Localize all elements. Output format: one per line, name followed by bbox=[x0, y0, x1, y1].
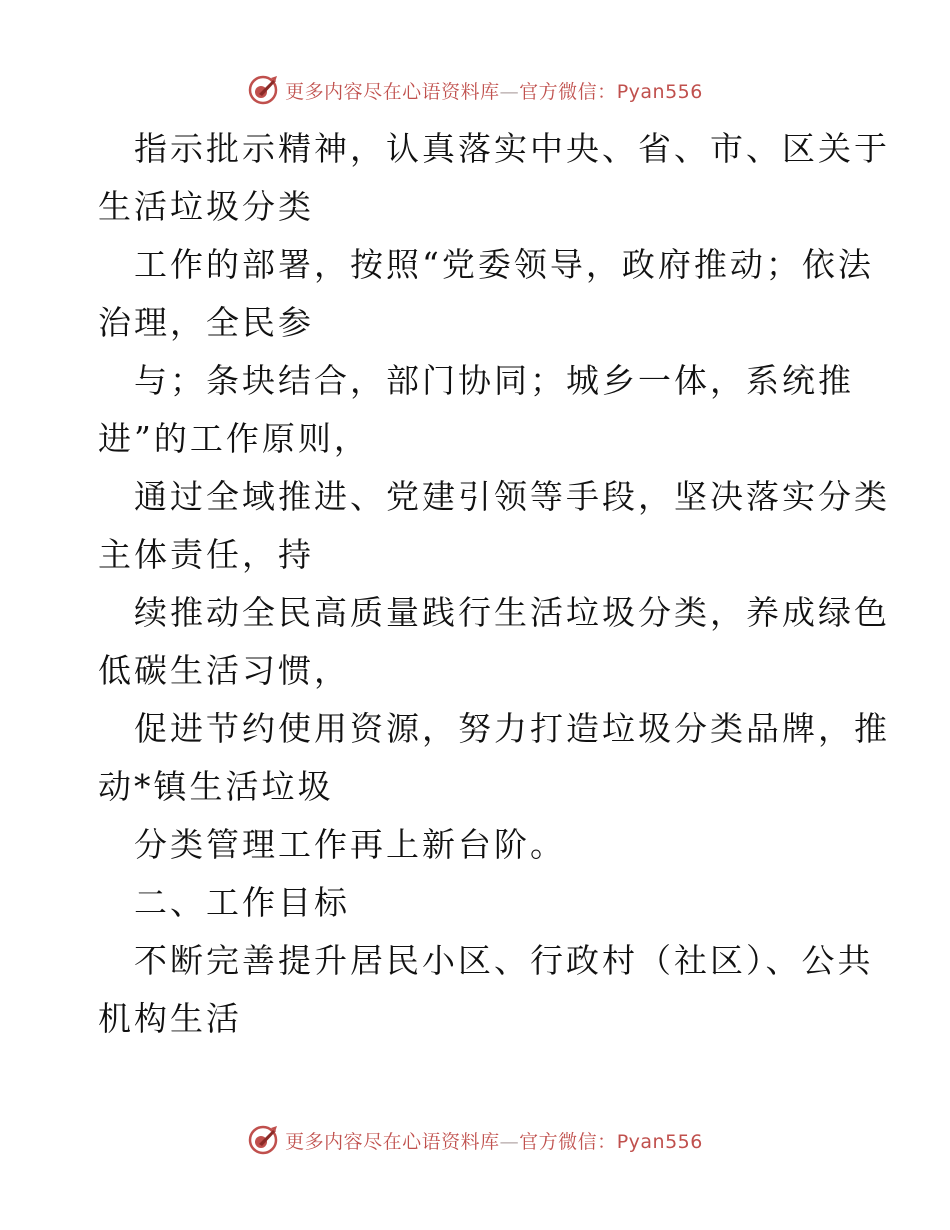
body-text-line: 主体责任，持 bbox=[98, 535, 314, 574]
header-banner-text bbox=[285, 77, 703, 104]
body-text-line: 指示批示精神，认真落实中央、省、市、区关于 bbox=[134, 129, 890, 168]
footer-separator: — bbox=[499, 1130, 520, 1153]
body-text-line: 通过全域推进、党建引领等手段，坚决落实分类 bbox=[134, 477, 890, 516]
body-text-line: 机构生活 bbox=[98, 999, 242, 1038]
body-text-line: 二、工作目标 bbox=[134, 883, 350, 922]
body-text-line: 治理，全民参 bbox=[98, 303, 314, 342]
header-contact-id: Pyan556 bbox=[616, 80, 703, 103]
body-text-line: 分类管理工作再上新台阶。 bbox=[134, 825, 566, 864]
body-text-line: 不断完善提升居民小区、行政村（社区）、公共 bbox=[134, 941, 874, 980]
footer-site-text: 更多内容尽在心语资料库 bbox=[285, 1130, 500, 1153]
body-text-line: 低碳生活习惯， bbox=[98, 651, 350, 690]
body-text-line: 生活垃圾分类 bbox=[98, 187, 314, 226]
footer-banner bbox=[0, 1122, 950, 1158]
footer-contact-id: Pyan556 bbox=[616, 1130, 703, 1153]
header-site-text: 更多内容尽在心语资料库 bbox=[285, 80, 500, 103]
body-text-line: 动*镇生活垃圾 bbox=[98, 767, 334, 806]
quill-pen-logo-icon bbox=[247, 74, 279, 106]
body-text-line: 工作的部署，按照“党委领导，政府推动；依法 bbox=[134, 245, 874, 284]
footer-contact-label: 官方微信： bbox=[519, 1130, 617, 1153]
header-banner bbox=[0, 72, 950, 108]
body-text-line: 进”的工作原则， bbox=[98, 419, 370, 458]
quill-pen-logo-icon bbox=[247, 1124, 279, 1156]
body-text-line: 促进节约使用资源，努力打造垃圾分类品牌，推 bbox=[134, 709, 890, 748]
header-contact-label: 官方微信： bbox=[519, 80, 617, 103]
footer-banner-text bbox=[285, 1127, 703, 1154]
body-text-line: 续推动全民高质量践行生活垃圾分类，养成绿色 bbox=[134, 593, 890, 632]
header-separator: — bbox=[499, 80, 520, 103]
document-body bbox=[98, 120, 890, 1048]
body-text-line: 与；条块结合，部门协同；城乡一体，系统推 bbox=[134, 361, 854, 400]
